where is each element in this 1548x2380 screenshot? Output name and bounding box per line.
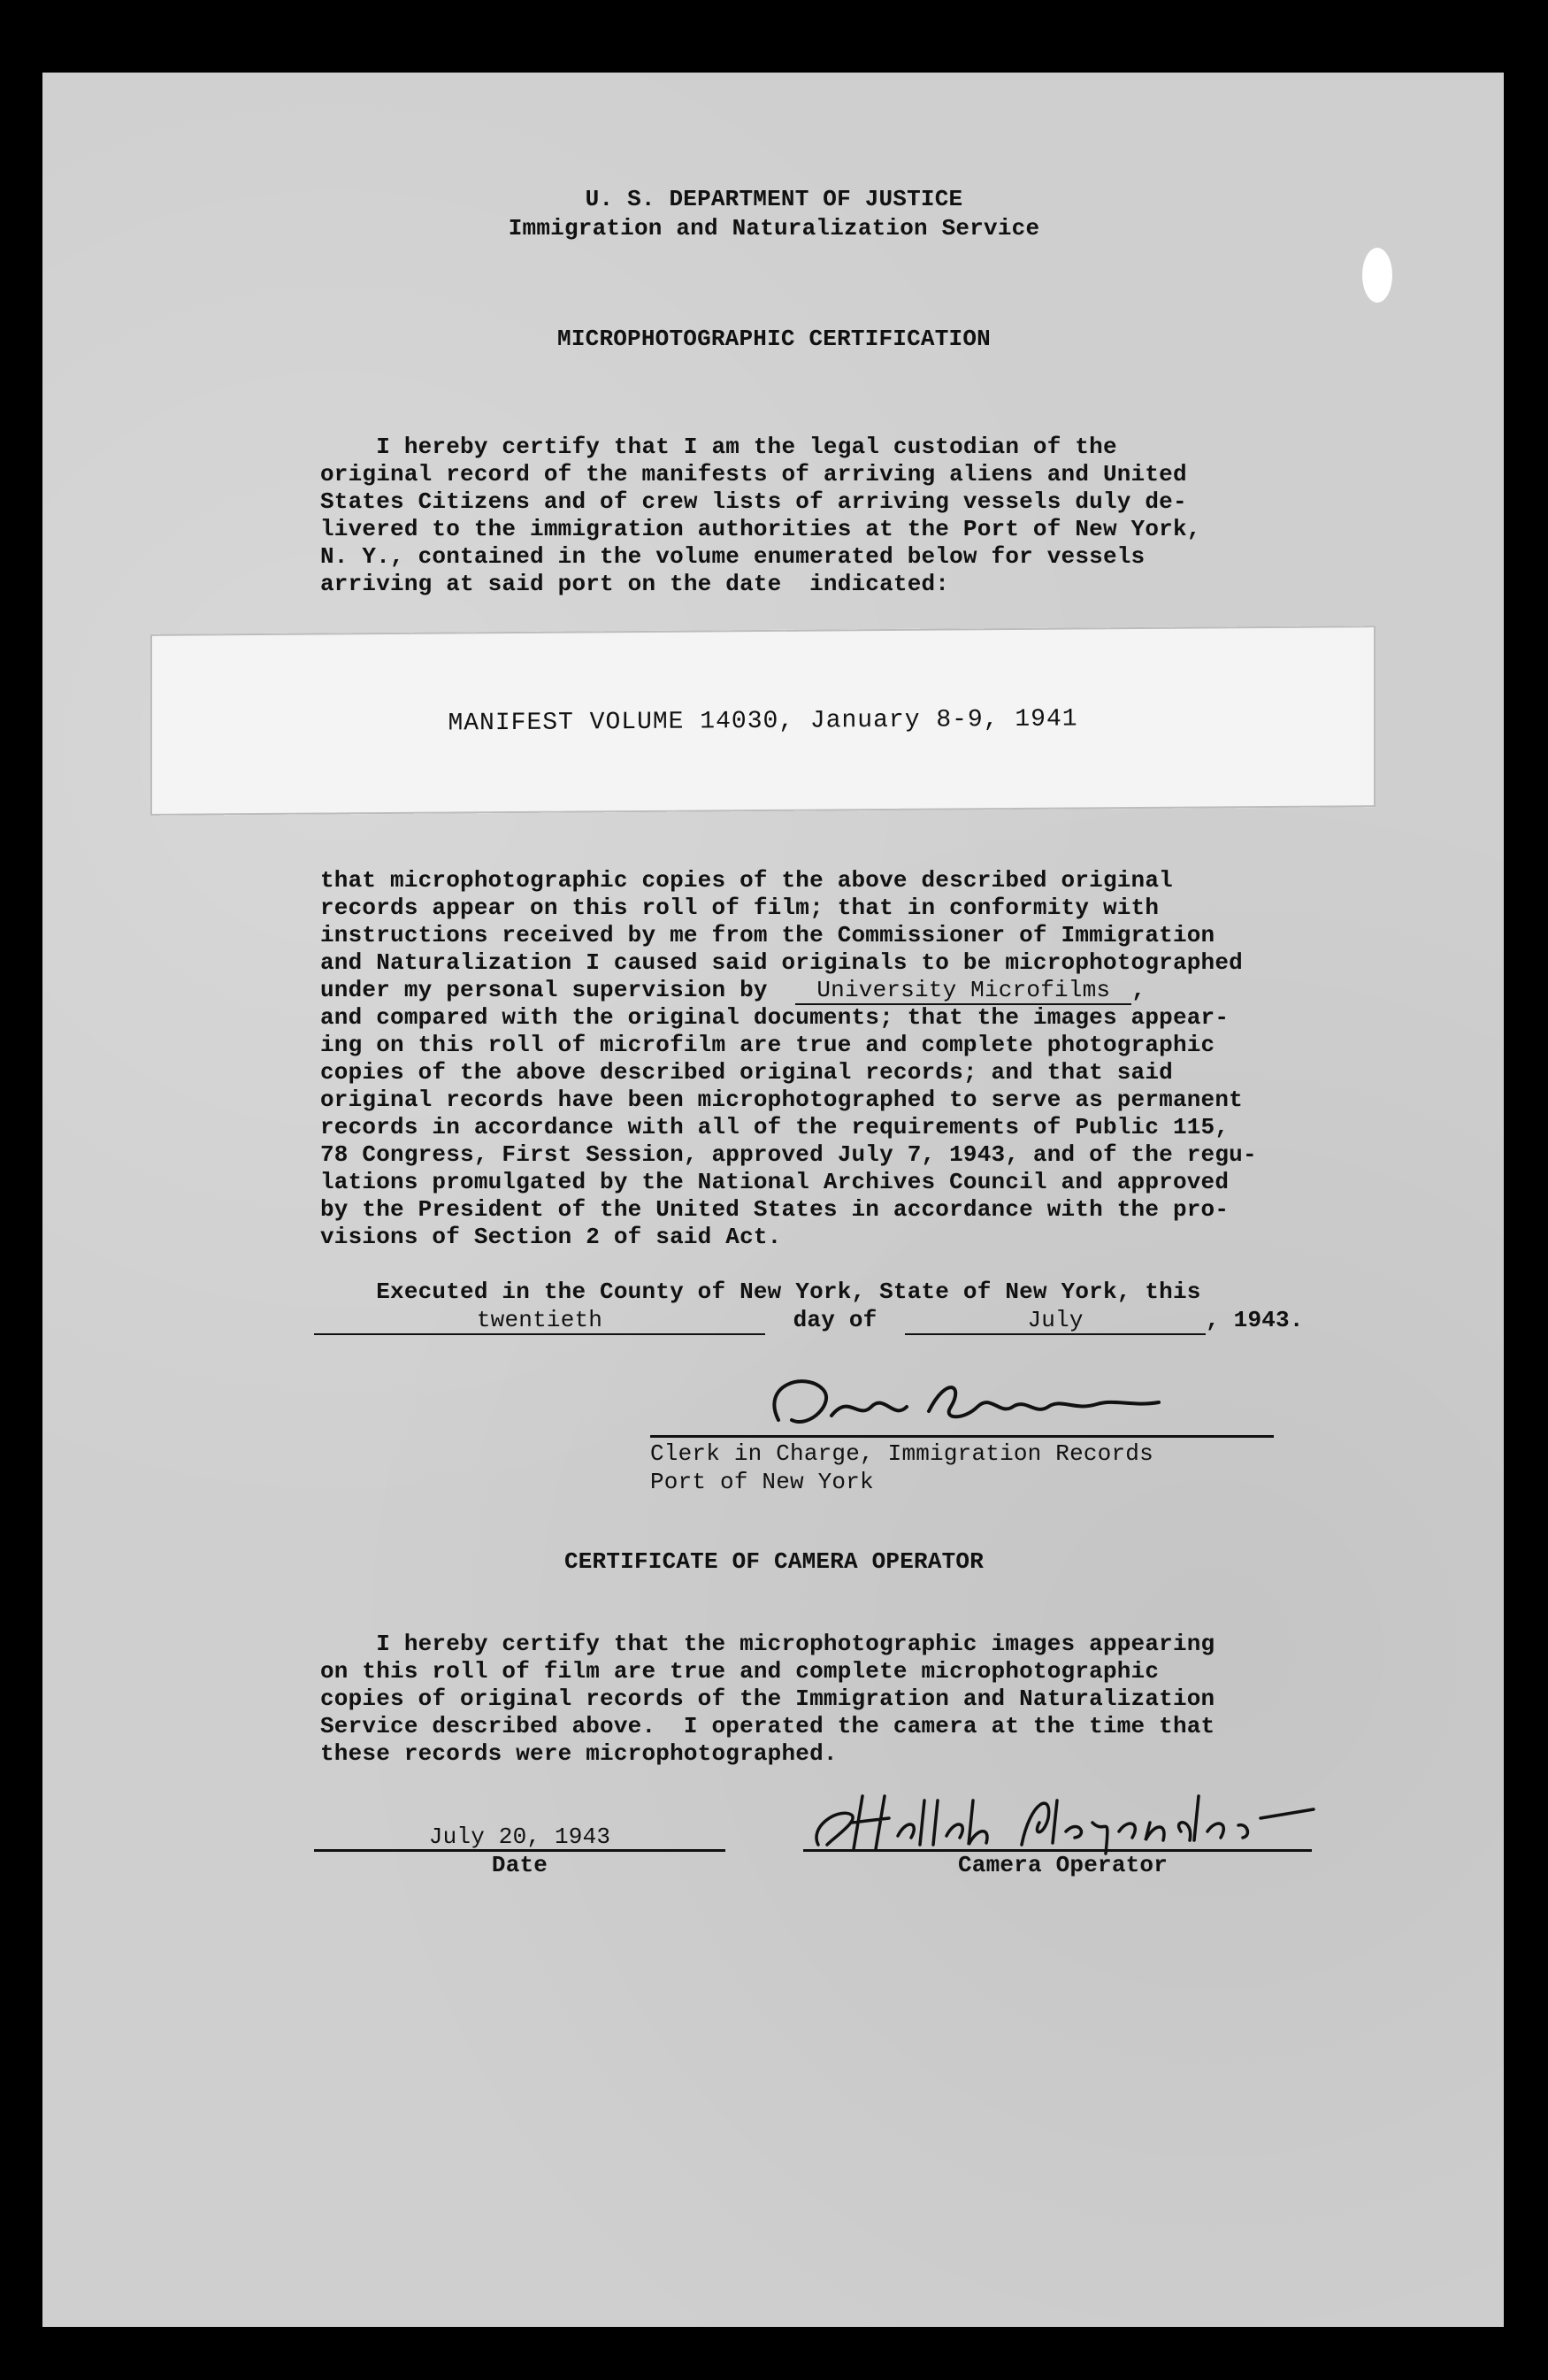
month-field: July <box>905 1307 1206 1335</box>
body-line: visions of Section 2 of said Act. <box>320 1224 782 1250</box>
body-line: instructions received by me from the Commissioner of Immigration <box>320 922 1215 948</box>
operator-line: I hereby certify that the microphotographic images appearing <box>320 1631 1215 1657</box>
operator-line: copies of original records of the Immigration and Naturalization <box>320 1685 1215 1712</box>
agency-heading: U. S. DEPARTMENT OF JUSTICE <box>585 186 963 212</box>
certification-title: MICROPHOTOGRAPHIC CERTIFICATION <box>557 326 991 352</box>
body-line: ing on this roll of microfilm are true and complete photographic <box>320 1032 1215 1058</box>
body-line: and Naturalization I caused said originals to be microphotographed <box>320 949 1243 976</box>
intro-line: N. Y., contained in the volume enumerated below for vessels <box>320 543 1146 570</box>
year-label: , 1943. <box>1206 1307 1304 1333</box>
body-line: records in accordance with all of the requirements of Public 115, <box>320 1114 1230 1140</box>
operator-heading: CERTIFICATE OF CAMERA OPERATOR <box>563 1548 985 1575</box>
intro-line: arriving at said port on the date indicated: <box>320 571 950 597</box>
volume-label: MANIFEST VOLUME 14030, January 8-9, 1941 <box>448 705 1078 738</box>
operator-line: on this roll of film are true and complete microphotographic <box>320 1658 1160 1685</box>
body-line: and compared with the original documents; that the images appear- <box>320 1004 1230 1031</box>
body-line: original records have been microphotographed to serve as permanent <box>320 1086 1243 1113</box>
service-heading: Immigration and Naturalization Service <box>508 215 1040 242</box>
paper-blemish <box>1362 248 1392 303</box>
supervisor-field: University Microfilms <box>795 977 1131 1005</box>
execution-statement: Executed in the County of New York, State of New York, this <box>320 1278 1201 1305</box>
body-line: 78 Congress, First Session, approved July 7, 1943, and of the regu- <box>320 1141 1257 1168</box>
clerk-signature-line <box>650 1435 1274 1438</box>
operator-line: these records were microphotographed. <box>320 1740 838 1767</box>
execution-fill-line <box>314 1307 1304 1335</box>
body-line: by the President of the United States in accordance with the pro- <box>320 1196 1230 1223</box>
body-line: lations promulgated by the National Archives Council and approved <box>320 1169 1230 1195</box>
volume-strip <box>150 626 1376 816</box>
operator-date-value: July 20, 1943 <box>428 1823 611 1850</box>
intro-line: I hereby certify that I am the legal custodian of the <box>320 434 1117 460</box>
intro-line: States Citizens and of crew lists of arriving vessels duly de- <box>320 488 1187 515</box>
supervision-suffix: , <box>1131 977 1146 1003</box>
body-line: records appear on this roll of film; that in conformity with <box>320 894 1160 921</box>
operator-line: Service described above. I operated the camera at the time that <box>320 1713 1215 1739</box>
operator-role-label: Camera Operator <box>958 1852 1169 1878</box>
day-of-label: day of <box>793 1307 877 1333</box>
clerk-title: Clerk in Charge, Immigration Records <box>650 1440 1153 1467</box>
body-line: that microphotographic copies of the above described original <box>320 867 1173 894</box>
body-line: copies of the above described original records; and that said <box>320 1059 1173 1086</box>
intro-line: livered to the immigration authorities at the Port of New York, <box>320 516 1201 542</box>
supervision-prefix: under my personal supervision by <box>320 977 768 1003</box>
clerk-location: Port of New York <box>650 1469 874 1495</box>
supervision-line <box>320 977 1146 1005</box>
operator-date-label: Date <box>491 1852 548 1878</box>
day-field: twentieth <box>314 1307 765 1335</box>
intro-line: original record of the manifests of arriving aliens and United <box>320 461 1187 488</box>
